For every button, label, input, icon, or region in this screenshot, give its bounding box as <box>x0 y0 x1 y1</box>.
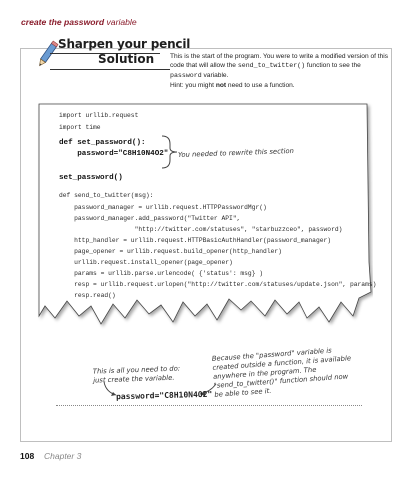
code-line-7: password_manager = urllib.request.HTTPPasswordMgr() <box>59 204 267 211</box>
intro-part3: variable. <box>201 71 229 79</box>
logo-line1: Sharpen your pencil <box>58 37 191 51</box>
intro-part1: This is the start of the program. You were to write a modified version of this code that will allow the <box>170 53 389 70</box>
code-line-9: "http://twitter.com/statuses", "starbuzzceo", password) <box>59 226 343 233</box>
section-label-bold: create the password <box>21 17 105 27</box>
handwritten-password-code: password="C8H10N4O2" <box>115 389 213 402</box>
hint-bold: not <box>215 82 227 89</box>
code-line-10: http_handler = urllib.request.HTTPBasicAuthHandler(password_manager) <box>59 237 332 244</box>
code-line-6: def send_to_twitter(msg): <box>59 192 154 199</box>
code-line-8: password_manager.add_password("Twitter API", <box>59 215 241 222</box>
logo-line2: Solution <box>98 52 155 66</box>
code-line-5: set_password() <box>59 174 123 182</box>
page-number: 108 <box>20 451 35 461</box>
intro-code1: send_to_twitter() <box>237 62 306 70</box>
intro-part2: function to see the <box>305 62 361 70</box>
code-line-15: resp.read() <box>59 292 116 299</box>
rewrite-annotation: You needed to rewrite this section <box>177 146 295 160</box>
code-line-13: params = urllib.parse.urlencode( {'status': msg} ) <box>59 270 264 277</box>
intro-code2: password <box>170 71 202 79</box>
intro-text <box>170 52 392 80</box>
hint-prefix: Hint: you might <box>170 82 216 89</box>
just-create-annotation: This is all you need to do: just create the variable. <box>92 364 181 385</box>
code-line-4: password="C8H10N4O2" <box>59 150 169 158</box>
code-line-3: def set_password(): <box>59 139 146 147</box>
code-line-12: urllib.request.install_opener(page_opener) <box>59 259 233 266</box>
dotted-line <box>56 405 362 406</box>
code-paper <box>37 102 377 334</box>
code-line-2: import time <box>59 124 101 131</box>
hint-text <box>170 82 295 89</box>
hint-suffix: need to use a function. <box>226 82 295 89</box>
code-line-1: import urllib.request <box>59 112 139 119</box>
logo-rule-bottom <box>50 69 170 70</box>
code-line-14: resp = urllib.request.urlopen("http://twitter.com/statuses/update.json", params) <box>59 281 377 288</box>
code-line-11: page_opener = urllib.request.build_opener(http_handler) <box>59 248 282 255</box>
because-annotation: Because the "password" variable is created outside a function, it is available anywhere in the program. The "send_to_twitter()" function should now be able to see it. <box>211 346 352 399</box>
section-label <box>21 17 137 27</box>
chapter-label: Chapter 3 <box>44 451 82 461</box>
section-label-rest: variable <box>106 17 137 27</box>
